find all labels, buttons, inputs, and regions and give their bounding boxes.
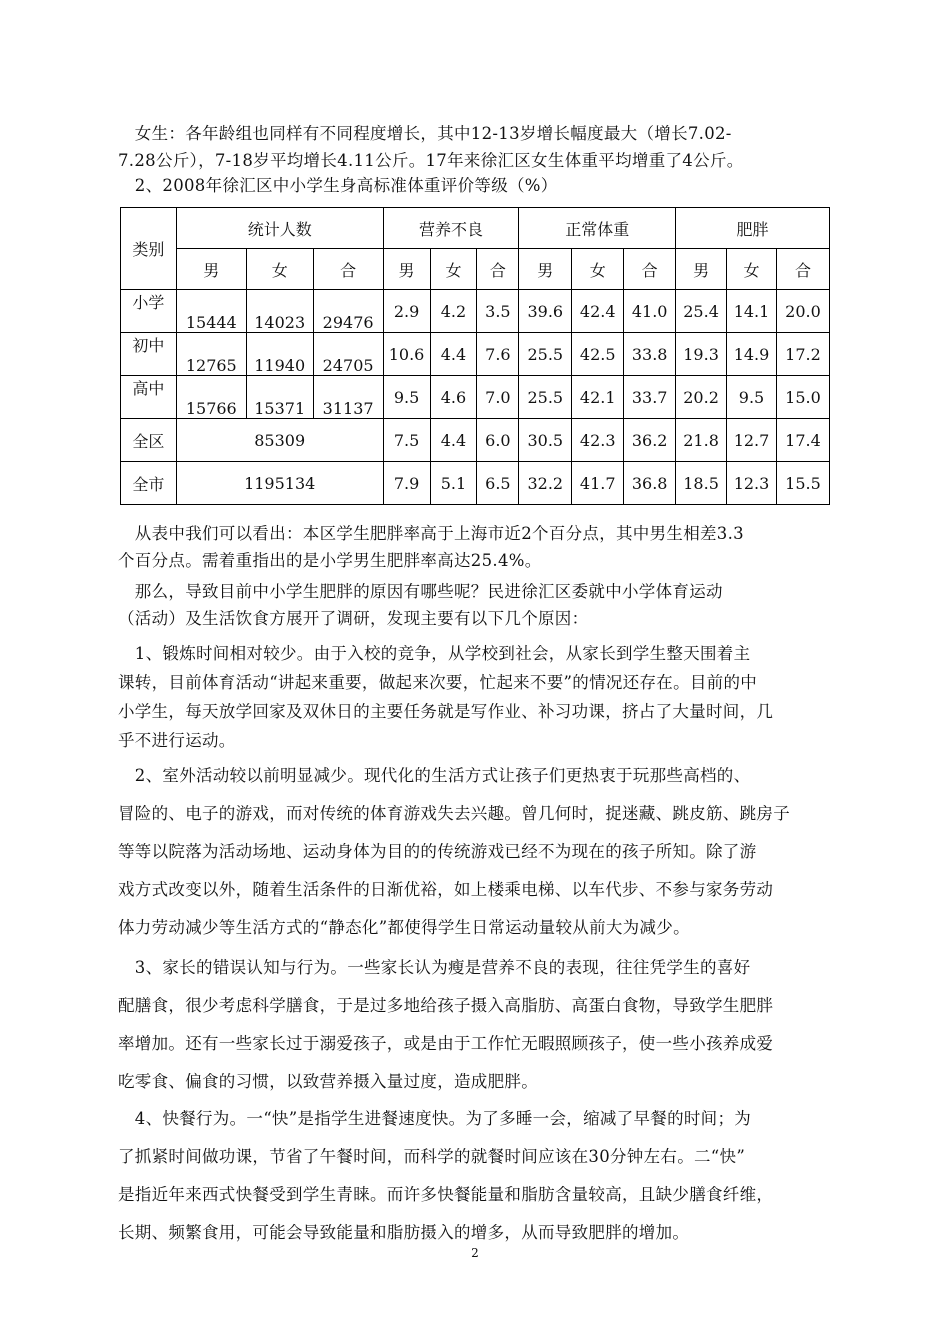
table-row — [121, 333, 830, 376]
paragraph-female-weight — [118, 120, 838, 174]
value-cell: 14.9 — [727, 333, 777, 376]
value-cell: 42.1 — [572, 376, 624, 419]
count-cell: 31137 — [313, 376, 383, 419]
group-header: 营养不良 — [383, 208, 519, 249]
text-line: 7.28公斤），7-18岁平均增长4.11公斤。17年来徐汇区女生体重平均增重了4公斤。 — [118, 151, 744, 170]
table-header-row — [121, 208, 830, 249]
value-cell: 4.4 — [430, 419, 477, 462]
value-cell: 25.5 — [519, 376, 572, 419]
count-cell: 85309 — [176, 419, 383, 462]
value-cell: 15.0 — [776, 376, 829, 419]
value-cell: 15.5 — [776, 462, 829, 505]
text-line: 是指近年来西式快餐受到学生青睐。而许多快餐能量和脂肪含量较高，且缺少膳食纤维， — [118, 1185, 774, 1204]
value-cell: 7.6 — [477, 333, 519, 376]
row-label: 小学 — [121, 290, 177, 333]
value-cell: 30.5 — [519, 419, 572, 462]
count-cell: 15766 — [176, 376, 246, 419]
text-line: 戏方式改变以外，随着生活条件的日渐优裕，如上楼乘电梯、以车代步、不参与家务劳动 — [118, 880, 774, 899]
table-row-total — [121, 462, 830, 505]
sub-header: 女 — [572, 249, 624, 290]
value-cell: 33.7 — [624, 376, 676, 419]
value-cell: 18.5 — [676, 462, 727, 505]
sub-header: 男 — [676, 249, 727, 290]
value-cell: 9.5 — [727, 376, 777, 419]
value-cell: 6.5 — [477, 462, 519, 505]
count-cell: 15444 — [176, 290, 246, 333]
group-header: 肥胖 — [676, 208, 830, 249]
sub-header: 男 — [519, 249, 572, 290]
table-row — [121, 290, 830, 333]
value-cell: 39.6 — [519, 290, 572, 333]
value-cell: 42.3 — [572, 419, 624, 462]
value-cell: 12.7 — [727, 419, 777, 462]
value-cell: 7.5 — [383, 419, 430, 462]
table-row-total — [121, 419, 830, 462]
text-line: （活动）及生活饮食方展开了调研，发现主要有以下几个原因： — [118, 609, 589, 628]
text-line: 那么，导致目前中小学生肥胖的原因有哪些呢？民进徐汇区委就中小学体育运动 — [118, 582, 723, 601]
value-cell: 41.7 — [572, 462, 624, 505]
text-line: 冒险的、电子的游戏，而对传统的体育游戏失去兴趣。曾几何时，捉迷藏、跳皮筋、跳房子 — [118, 804, 790, 823]
text-line: 等等以院落为活动场地、运动身体为目的的传统游戏已经不为现在的孩子所知。除了游 — [118, 842, 757, 861]
text-line: 吃零食、偏食的习惯，以致营养摄入量过度，造成肥胖。 — [118, 1072, 538, 1091]
value-cell: 4.6 — [430, 376, 477, 419]
table-caption — [118, 172, 838, 199]
value-cell: 42.5 — [572, 333, 624, 376]
text-line: 2、2008年徐汇区中小学生身高标准体重评价等级（%） — [118, 176, 558, 195]
sub-header: 男 — [383, 249, 430, 290]
text-line: 配膳食，很少考虑科学膳食，于是过多地给孩子摄入高脂肪、高蛋白食物，导致学生肥胖 — [118, 996, 774, 1015]
value-cell: 2.9 — [383, 290, 430, 333]
value-cell: 7.9 — [383, 462, 430, 505]
sub-header: 女 — [430, 249, 477, 290]
text-line: 4、快餐行为。一“快”是指学生进餐速度快。为了多睡一会，缩减了早餐的时间；为 — [118, 1109, 752, 1128]
count-cell: 24705 — [313, 333, 383, 376]
sub-header: 女 — [246, 249, 313, 290]
paragraph-cause-1 — [118, 639, 838, 755]
value-cell: 32.2 — [519, 462, 572, 505]
count-cell: 11940 — [246, 333, 313, 376]
row-label: 初中 — [121, 333, 177, 376]
text-line: 女生：各年龄组也同样有不同程度增长，其中12-13岁增长幅度最大（增长7.02- — [118, 124, 732, 143]
value-cell: 14.1 — [727, 290, 777, 333]
paragraph-cause-3 — [118, 949, 838, 1101]
value-cell: 10.6 — [383, 333, 430, 376]
text-line: 课转，目前体育活动“讲起来重要，做起来次要，忙起来不要”的情况还存在。目前的中 — [118, 673, 758, 692]
text-line: 个百分点。需着重指出的是小学男生肥胖率高达25.4%。 — [118, 551, 542, 570]
text-line: 长期、频繁食用，可能会导致能量和脂肪摄入的增多，从而导致肥胖的增加。 — [118, 1223, 690, 1242]
sub-header: 合 — [313, 249, 383, 290]
weight-evaluation-table — [120, 207, 830, 505]
value-cell: 42.4 — [572, 290, 624, 333]
value-cell: 20.0 — [776, 290, 829, 333]
text-line: 率增加。还有一些家长过于溺爱孩子，或是由于工作忙无暇照顾孩子，使一些小孩养成爱 — [118, 1034, 774, 1053]
value-cell: 33.8 — [624, 333, 676, 376]
value-cell: 17.4 — [776, 419, 829, 462]
group-header: 统计人数 — [176, 208, 383, 249]
value-cell: 3.5 — [477, 290, 519, 333]
text-line: 1、锻炼时间相对较少。由于入校的竞争，从学校到社会，从家长到学生整天围着主 — [118, 644, 751, 663]
count-cell: 15371 — [246, 376, 313, 419]
paragraph-table-analysis — [118, 520, 838, 574]
text-line: 2、室外活动较以前明显减少。现代化的生活方式让孩子们更热衷于玩那些高档的、 — [118, 766, 751, 785]
page-number: 2 — [471, 1246, 479, 1260]
text-line: 了抓紧时间做功课，节省了午餐时间，而科学的就餐时间应该在30分钟左右。二“快” — [118, 1147, 746, 1166]
text-line: 小学生，每天放学回家及双休日的主要任务就是写作业、补习功课，挤占了大量时间，几 — [118, 702, 774, 721]
row-label: 高中 — [121, 376, 177, 419]
count-cell: 14023 — [246, 290, 313, 333]
count-cell: 12765 — [176, 333, 246, 376]
sub-header: 女 — [727, 249, 777, 290]
value-cell: 36.8 — [624, 462, 676, 505]
text-line: 体力劳动减少等生活方式的“静态化”都使得学生日常运动量较从前大为减少。 — [118, 918, 690, 937]
value-cell: 25.5 — [519, 333, 572, 376]
row-label: 全区 — [121, 419, 177, 462]
count-cell: 1195134 — [176, 462, 383, 505]
count-cell: 29476 — [313, 290, 383, 333]
value-cell: 6.0 — [477, 419, 519, 462]
value-cell: 5.1 — [430, 462, 477, 505]
paragraph-cause-2 — [118, 757, 838, 947]
value-cell: 25.4 — [676, 290, 727, 333]
sub-header: 合 — [624, 249, 676, 290]
value-cell: 20.2 — [676, 376, 727, 419]
value-cell: 17.2 — [776, 333, 829, 376]
sub-header: 合 — [776, 249, 829, 290]
row-label: 全市 — [121, 462, 177, 505]
value-cell: 19.3 — [676, 333, 727, 376]
paragraph-causes-intro — [118, 578, 838, 632]
paragraph-cause-4 — [118, 1100, 838, 1252]
table-subheader-row — [121, 249, 830, 290]
value-cell: 12.3 — [727, 462, 777, 505]
category-header: 类别 — [121, 208, 177, 290]
text-line: 乎不进行运动。 — [118, 731, 236, 750]
value-cell: 36.2 — [624, 419, 676, 462]
group-header: 正常体重 — [519, 208, 676, 249]
sub-header: 男 — [176, 249, 246, 290]
value-cell: 9.5 — [383, 376, 430, 419]
value-cell: 41.0 — [624, 290, 676, 333]
value-cell: 21.8 — [676, 419, 727, 462]
value-cell: 4.4 — [430, 333, 477, 376]
text-line: 3、家长的错误认知与行为。一些家长认为瘦是营养不良的表现，往往凭学生的喜好 — [118, 958, 751, 977]
value-cell: 7.0 — [477, 376, 519, 419]
value-cell: 4.2 — [430, 290, 477, 333]
text-line: 从表中我们可以看出：本区学生肥胖率高于上海市近2个百分点，其中男生相差3.3 — [118, 524, 744, 543]
sub-header: 合 — [477, 249, 519, 290]
table-row — [121, 376, 830, 419]
